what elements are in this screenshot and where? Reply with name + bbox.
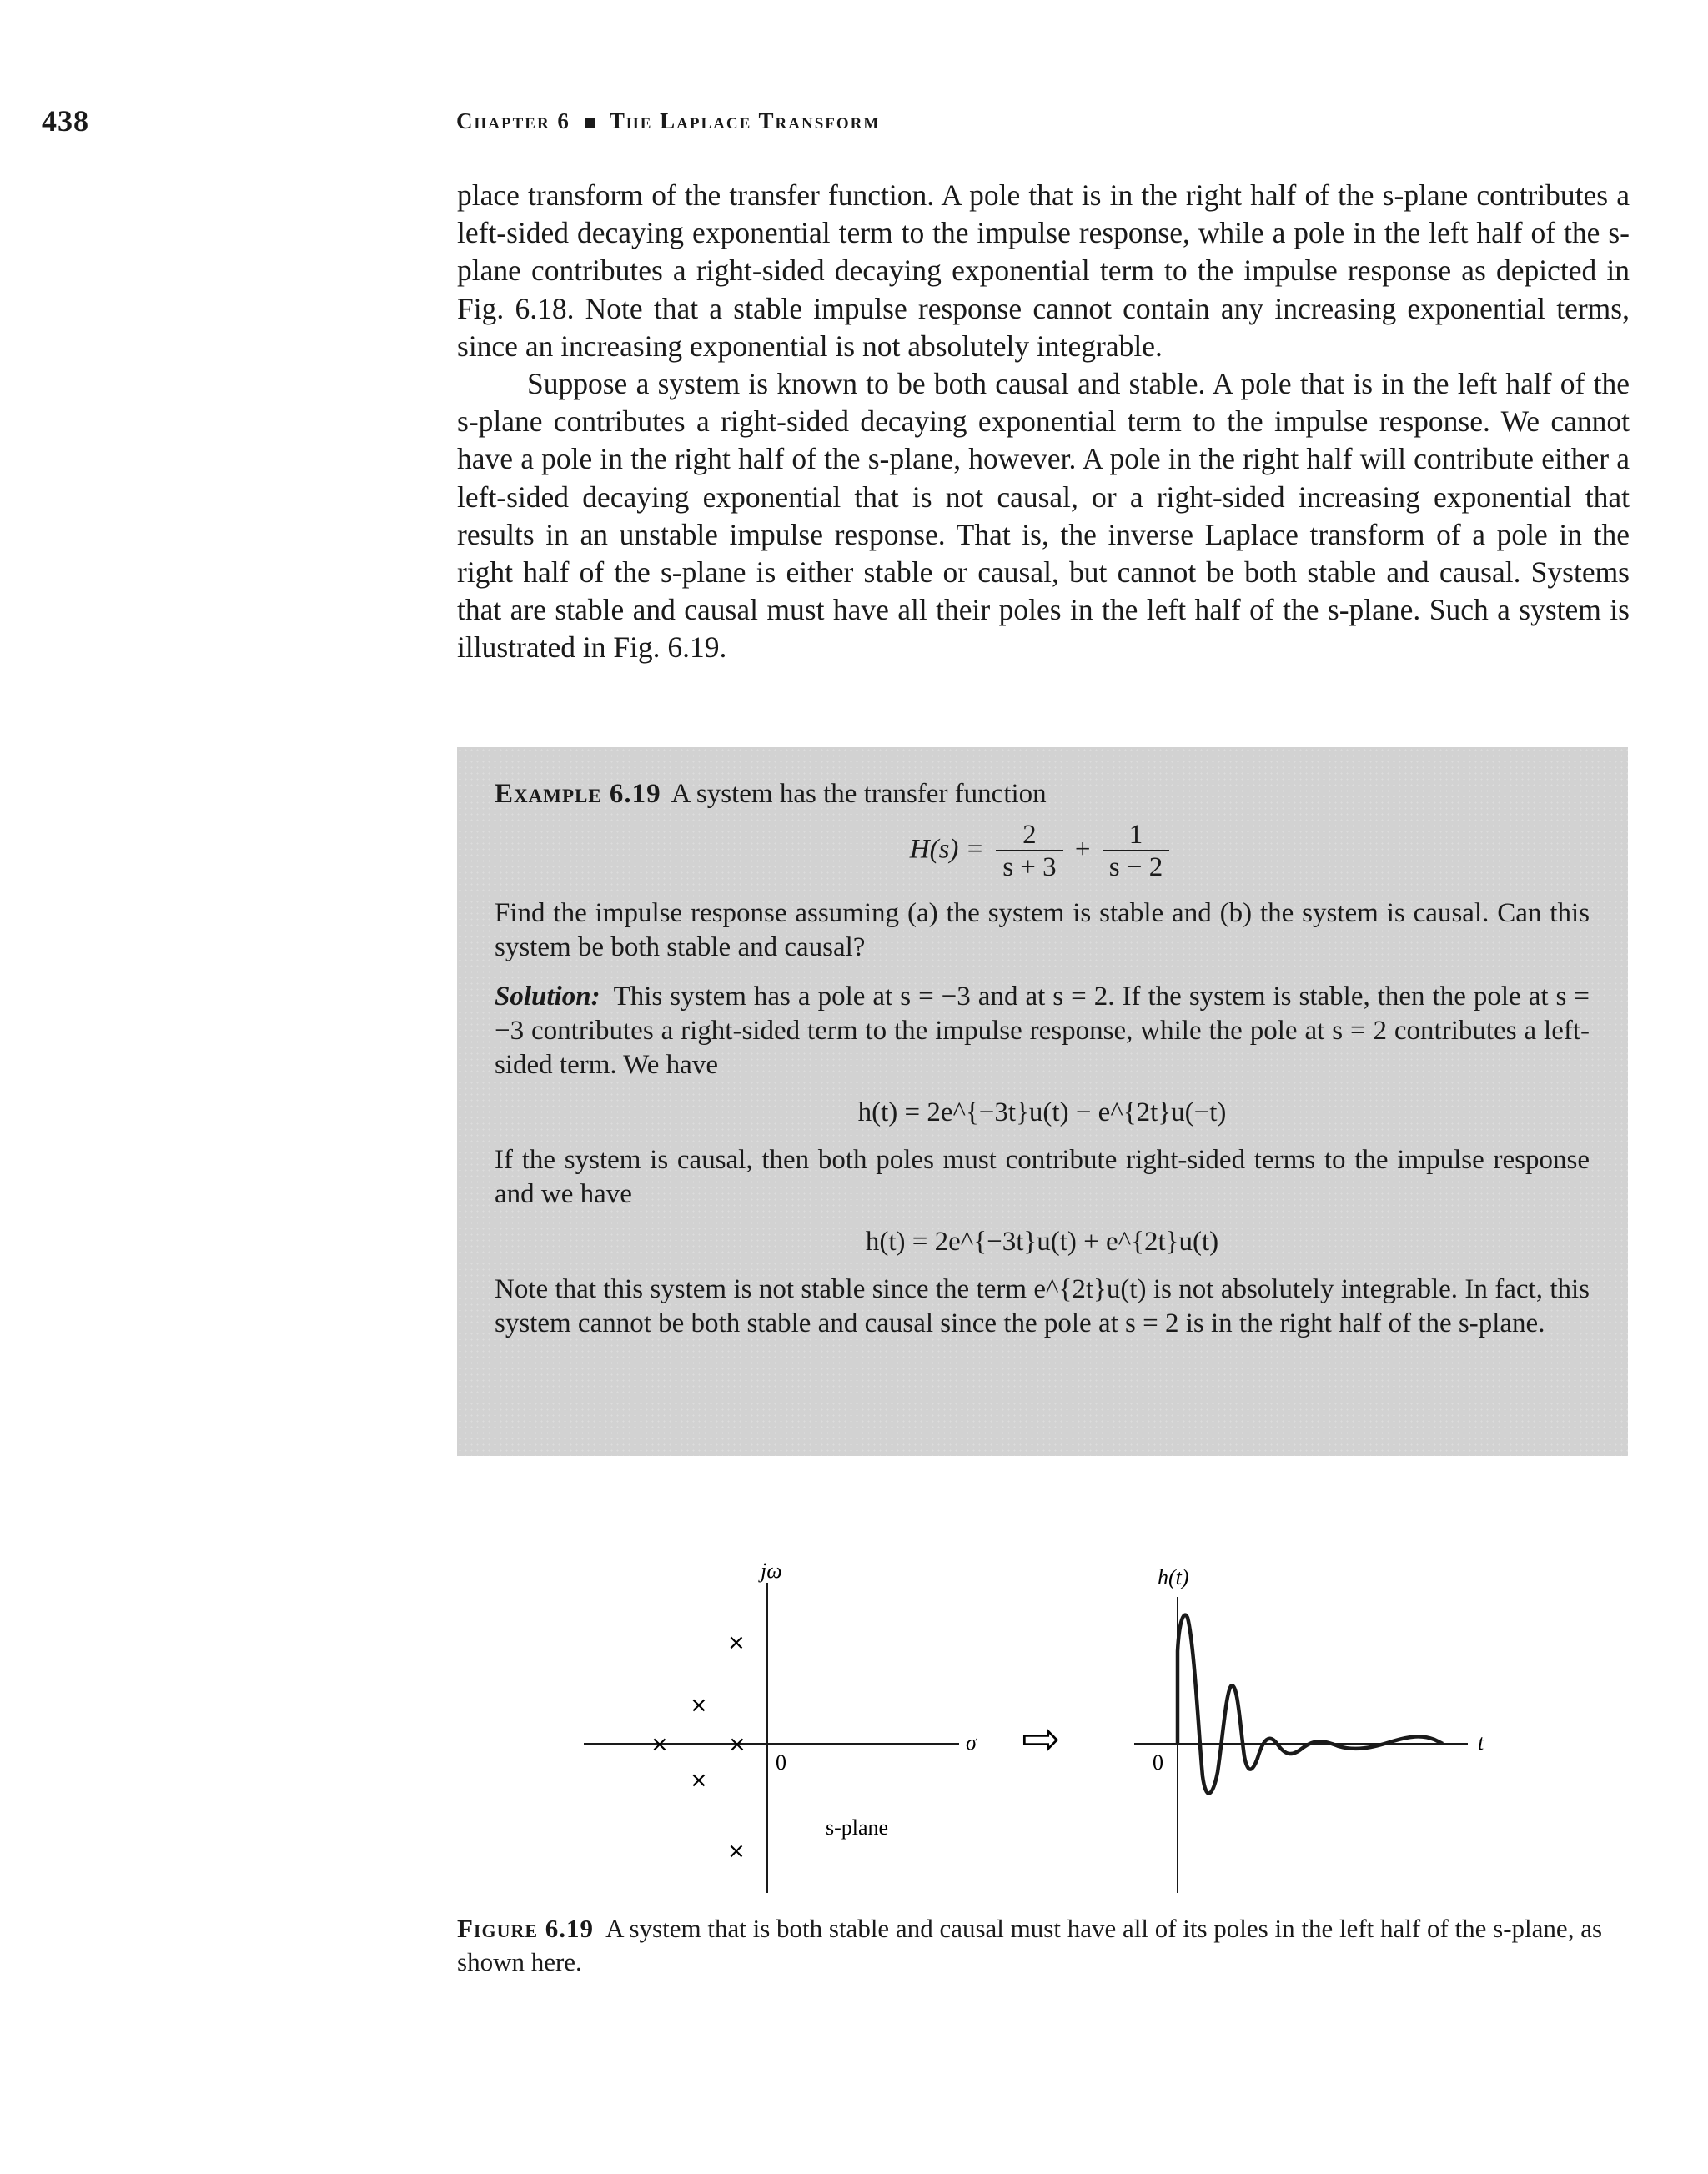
t-label: t — [1478, 1730, 1484, 1755]
origin-label: 0 — [776, 1750, 786, 1775]
causal-paragraph: If the system is causal, then both poles must contribute right-sided terms to the impulse response and we have — [495, 1145, 1590, 1209]
pole-marker: × — [690, 1693, 708, 1718]
example-question: Find the impulse response assuming (a) the system is stable and (b) the system is causal. Can this system be both stable and causal? — [495, 898, 1590, 962]
paragraph-2: Suppose a system is known to be both causal and stable. A pole that is in the left half of the s-plane contributes a right-sided decaying exponential term to the impulse response. We cannot have a pole in the right half of the s-plane, however. A pole in the right half will contribute either a left-sided decaying exponential that is not causal, or a right-sided increasing exponential that results in an unstable impulse response. That is, the inverse Laplace transform of a pole in the right half of the s-plane is either stable or causal, but cannot be both stable and causal. Systems that are stable and causal must have all their poles in the left half of the s-plane. Such a system is illustrated in Fig. 6.19. — [457, 367, 1630, 665]
body-text — [457, 177, 1630, 667]
example-intro — [495, 777, 1590, 811]
pole-marker: × — [651, 1732, 669, 1757]
chapter-title: The Laplace Transform — [609, 108, 881, 133]
figure-svg — [575, 1559, 1560, 1901]
solution-paragraph — [495, 980, 1590, 1082]
splane-label: s-plane — [826, 1815, 889, 1840]
running-head — [456, 108, 880, 134]
implies-arrow: ⇨ — [1022, 1712, 1061, 1766]
caption-label: Figure 6.19 — [457, 1914, 595, 1943]
fraction-2-numerator: 1 — [1103, 820, 1169, 851]
paragraph-1: place transform of the transfer function. A pole that is in the right half of the s-plane contributes a left-sided decaying exponential term to the impulse response, while a pole in the left half of the s-plane contributes a right-sided decaying exponential term to the impulse response as depicted in Fig. 6.18. Note that a stable impulse response cannot contain any increasing exponential terms, since an increasing exponential is not absolutely integrable. — [457, 178, 1630, 363]
figure-caption — [457, 1912, 1630, 1979]
stable-impulse-response-equation: h(t) = 2e^{−3t}u(t) − e^{2t}u(−t) — [857, 1097, 1227, 1127]
fraction-2-denominator: s − 2 — [1108, 852, 1163, 882]
fraction-1 — [996, 820, 1062, 883]
fraction-2 — [1103, 820, 1169, 883]
example-box — [457, 747, 1628, 1456]
pole-marker: × — [690, 1768, 708, 1793]
pole-marker: × — [727, 1839, 746, 1864]
example-label: Example 6.19 — [495, 779, 661, 809]
note-paragraph: Note that this system is not stable since the term e^{2t}u(t) is not absolutely integrable. In fact, this system cannot be both stable and causal since the pole at s = 2 is in the right half of the s-plane. — [495, 1274, 1590, 1338]
figure-6-19 — [575, 1559, 1560, 1901]
fraction-1-denominator: s + 3 — [1002, 852, 1057, 882]
ht-label: h(t) — [1158, 1565, 1189, 1589]
fraction-1-numerator: 2 — [996, 820, 1062, 851]
page-number: 438 — [42, 104, 89, 138]
bullet-separator — [585, 118, 595, 128]
sigma-label: σ — [966, 1730, 977, 1755]
jw-label: jω — [761, 1559, 782, 1583]
caption-text: A system that is both stable and causal must have all of its poles in the left half of the s-plane, as shown here. — [457, 1914, 1603, 1976]
example-intro-text: A system has the transfer function — [671, 779, 1047, 809]
solution-text: This system has a pole at s = −3 and at s = 2. If the system is stable, then the pole at s = −3 contributes a right-sided term to the impulse response, while the pole at s = 2 contributes a left-sided term. We have — [495, 982, 1590, 1080]
eq1-lhs: H(s) = — [909, 834, 984, 865]
causal-impulse-response-equation: h(t) = 2e^{−3t}u(t) + e^{2t}u(t) — [865, 1227, 1219, 1257]
ht-origin-label: 0 — [1153, 1750, 1163, 1775]
impulse-response-curve — [1178, 1615, 1443, 1794]
eq1-plus: + — [1074, 834, 1091, 865]
pole-marker: × — [728, 1732, 746, 1757]
solution-label: Solution: — [495, 982, 600, 1012]
pole-marker: × — [727, 1630, 746, 1655]
transfer-function-equation — [495, 820, 1590, 883]
chapter-label: Chapter 6 — [456, 108, 570, 133]
